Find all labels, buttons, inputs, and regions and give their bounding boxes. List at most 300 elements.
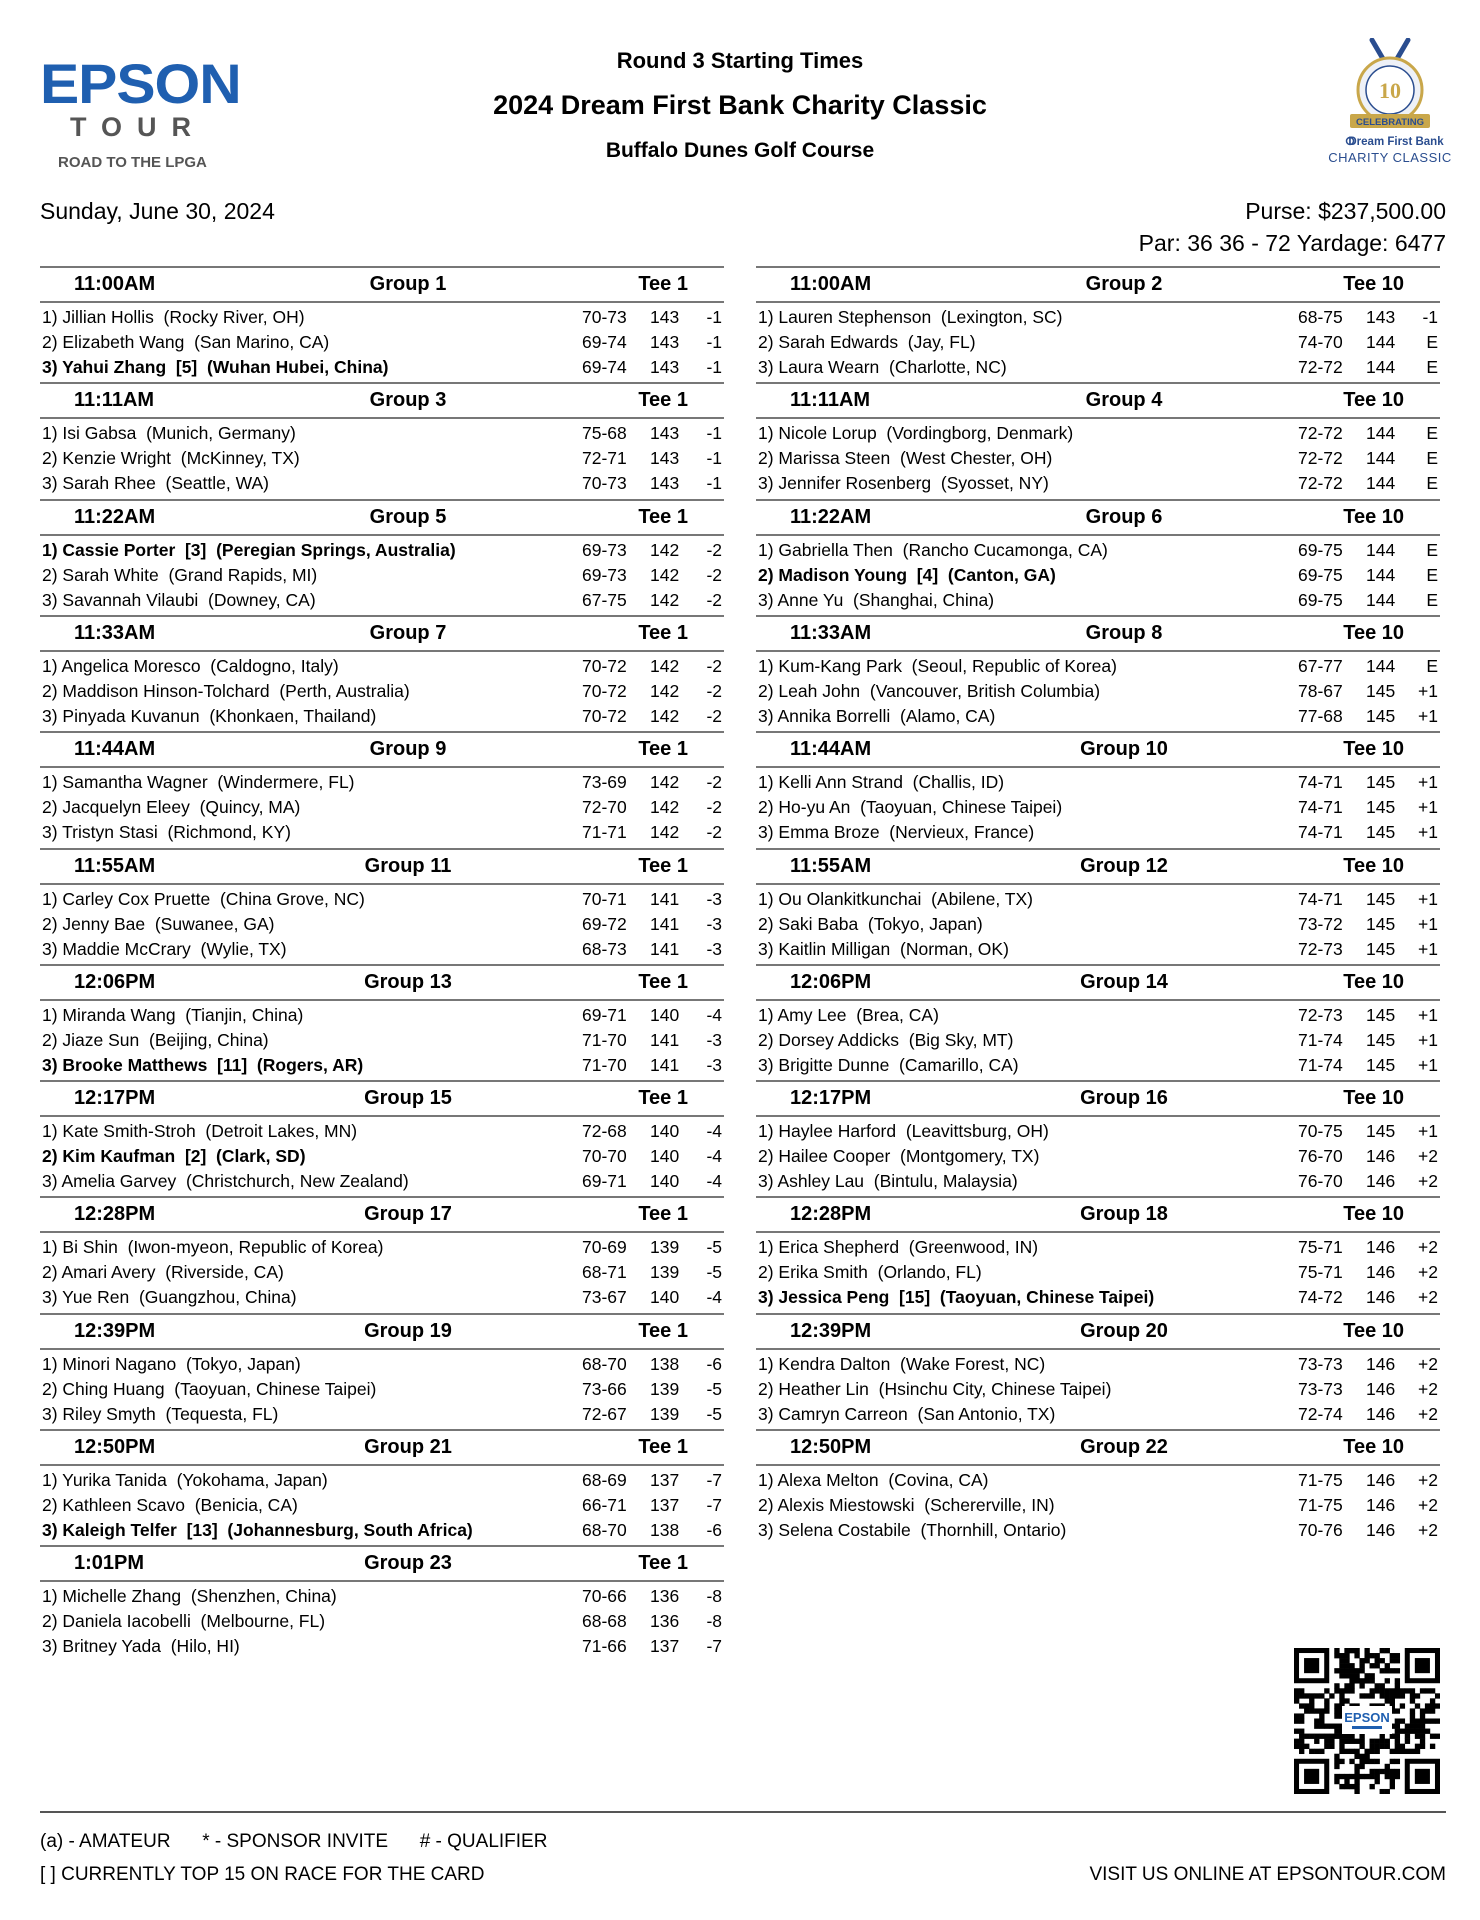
to-par: +2 (1418, 1237, 1438, 1257)
total-score: 137 (650, 1495, 680, 1515)
purse: Purse: $237,500.00 (1245, 198, 1446, 224)
player-row (756, 1400, 1440, 1425)
player-name: 1) Kelli Ann Strand (Challis, ID) (758, 772, 1005, 792)
total-score: 142 (650, 797, 680, 817)
round-scores: 74-72 (1298, 1287, 1343, 1307)
total-score: 143 (1366, 307, 1396, 327)
to-par: +1 (1418, 822, 1438, 842)
total-score: 144 (1366, 540, 1396, 560)
player-row (40, 1516, 724, 1541)
tee-group-11-right (756, 1429, 1440, 1541)
group-header (40, 382, 724, 419)
round-scores: 74-70 (1298, 332, 1343, 352)
total-score: 144 (1366, 565, 1396, 585)
round-scores: 71-74 (1298, 1030, 1343, 1050)
total-score: 139 (650, 1379, 680, 1399)
tee-time: 11:44AM (790, 738, 872, 760)
player-name: 1) Kendra Dalton (Wake Forest, NC) (758, 1354, 1046, 1374)
to-par: -4 (706, 1121, 722, 1141)
round-scores: 73-69 (582, 772, 627, 792)
group-header (40, 848, 724, 885)
player-row (756, 885, 1440, 910)
tee-label: Tee 1 (638, 622, 688, 644)
event-title: 2024 Dream First Bank Charity Classic (493, 90, 987, 120)
footer-divider (40, 1811, 1446, 1813)
player-name: 3) Brigitte Dunne (Camarillo, CA) (758, 1055, 1019, 1075)
round-scores: 74-71 (1298, 772, 1343, 792)
total-score: 136 (650, 1586, 680, 1606)
tee-group-6-left (40, 848, 724, 960)
tee-time: 12:17PM (790, 1087, 872, 1109)
group-number: Group 23 (364, 1552, 452, 1574)
round-scores: 69-75 (1298, 590, 1343, 610)
total-score: 144 (1366, 448, 1396, 468)
round-scores: 72-74 (1298, 1404, 1343, 1424)
tee-time: 11:22AM (790, 506, 872, 528)
group-header (40, 964, 724, 1001)
tee-time: 12:28PM (74, 1203, 156, 1225)
player-row (40, 1491, 724, 1516)
player-row (756, 1026, 1440, 1051)
round-scores: 70-66 (582, 1586, 627, 1606)
tee-time: 11:11AM (790, 389, 871, 411)
to-par: -8 (706, 1611, 722, 1631)
player-name: 1) Gabriella Then (Rancho Cucamonga, CA) (758, 540, 1108, 560)
player-name: 3) Kaleigh Telfer [13] (Johannesburg, South Africa) (42, 1520, 473, 1540)
group-number: Group 6 (1085, 506, 1163, 528)
player-name: 2) Sarah White (Grand Rapids, MI) (42, 565, 318, 585)
total-score: 146 (1366, 1237, 1396, 1257)
player-row (756, 328, 1440, 353)
round-scores: 73-73 (1298, 1379, 1343, 1399)
to-par: -6 (706, 1354, 722, 1374)
player-row (40, 652, 724, 677)
round-scores: 73-66 (582, 1379, 627, 1399)
round-scores: 72-71 (582, 448, 627, 468)
total-score: 142 (650, 565, 680, 585)
to-par: +1 (1418, 1030, 1438, 1050)
group-header (40, 1196, 724, 1233)
player-name: 2) Jenny Bae (Suwanee, GA) (42, 914, 275, 934)
player-row (40, 818, 724, 843)
total-score: 145 (1366, 681, 1396, 701)
group-header (40, 615, 724, 652)
round-scores: 70-72 (582, 706, 627, 726)
player-name: 1) Yurika Tanida (Yokohama, Japan) (42, 1470, 328, 1490)
player-row (756, 702, 1440, 727)
to-par: -2 (706, 797, 722, 817)
player-row (40, 1350, 724, 1375)
player-name: 2) Daniela Iacobelli (Melbourne, FL) (42, 1611, 326, 1631)
total-score: 143 (650, 473, 680, 493)
player-name: 3) Sarah Rhee (Seattle, WA) (42, 473, 269, 493)
player-name: 2) Kathleen Scavo (Benicia, CA) (42, 1495, 298, 1515)
tee-time: 11:11AM (74, 389, 155, 411)
total-score: 142 (650, 822, 680, 842)
player-name: 2) Marissa Steen (West Chester, OH) (758, 448, 1053, 468)
to-par: -5 (706, 1262, 722, 1282)
group-header (756, 964, 1440, 1001)
group-header (756, 615, 1440, 652)
player-name: 3) Selena Costabile (Thornhill, Ontario) (758, 1520, 1067, 1540)
player-name: 1) Ou Olankitkunchai (Abilene, TX) (758, 889, 1033, 909)
to-par: -2 (706, 772, 722, 792)
to-par: +2 (1418, 1146, 1438, 1166)
to-par: -7 (706, 1470, 722, 1490)
tee-group-10-right (756, 1313, 1440, 1425)
total-score: 140 (650, 1287, 680, 1307)
to-par: -5 (706, 1379, 722, 1399)
player-row (756, 469, 1440, 494)
to-par: E (1426, 473, 1438, 493)
player-row (40, 935, 724, 960)
total-score: 146 (1366, 1262, 1396, 1282)
player-row (756, 353, 1440, 378)
to-par: +1 (1418, 1005, 1438, 1025)
round-scores: 70-69 (582, 1237, 627, 1257)
to-par: -1 (706, 423, 722, 443)
round-scores: 71-74 (1298, 1055, 1343, 1075)
group-header (40, 499, 724, 536)
tee-group-2-right (756, 382, 1440, 494)
to-par: -1 (706, 332, 722, 352)
round-scores: 75-68 (582, 423, 627, 443)
player-name: 3) Riley Smyth (Tequesta, FL) (42, 1404, 279, 1424)
player-name: 2) Amari Avery (Riverside, CA) (42, 1262, 284, 1282)
logo-ribbon-text: CELEBRATING (1356, 117, 1424, 128)
player-name: 1) Samantha Wagner (Windermere, FL) (42, 772, 355, 792)
player-row (756, 935, 1440, 960)
group-number: Group 3 (369, 389, 447, 411)
player-row (756, 1350, 1440, 1375)
round-scores: 72-72 (1298, 448, 1343, 468)
to-par: E (1426, 332, 1438, 352)
total-score: 141 (650, 939, 680, 959)
course-name: Buffalo Dunes Golf Course (605, 139, 875, 162)
player-name: 3) Savannah Vilaubi (Downey, CA) (42, 590, 316, 610)
player-name: 1) Kate Smith-Stroh (Detroit Lakes, MN) (42, 1121, 358, 1141)
total-score: 146 (1366, 1354, 1396, 1374)
to-par: E (1426, 448, 1438, 468)
to-par: +2 (1418, 1470, 1438, 1490)
tee-time: 12:39PM (74, 1320, 156, 1342)
tee-group-7-right (756, 964, 1440, 1076)
player-row (40, 702, 724, 727)
player-name: 3) Yahui Zhang [5] (Wuhan Hubei, China) (42, 357, 389, 377)
to-par: -5 (706, 1404, 722, 1424)
total-score: 137 (650, 1636, 680, 1656)
player-name: 2) Saki Baba (Tokyo, Japan) (758, 914, 983, 934)
round-scores: 69-75 (1298, 565, 1343, 585)
total-score: 145 (1366, 889, 1396, 909)
total-score: 146 (1366, 1146, 1396, 1166)
to-par: E (1426, 656, 1438, 676)
player-name: 3) Ashley Lau (Bintulu, Malaysia) (758, 1171, 1018, 1191)
group-header (40, 731, 724, 768)
tee-time: 12:39PM (790, 1320, 872, 1342)
to-par: +2 (1418, 1171, 1438, 1191)
tee-time: 11:55AM (74, 855, 156, 877)
player-row (40, 793, 724, 818)
round-scores: 68-70 (582, 1354, 627, 1374)
player-row (40, 328, 724, 353)
to-par: E (1426, 423, 1438, 443)
player-row (756, 1117, 1440, 1142)
tee-time: 11:22AM (74, 506, 156, 528)
group-header (40, 266, 724, 303)
tee-label: Tee 1 (638, 738, 688, 760)
player-row (756, 1233, 1440, 1258)
player-row (40, 1258, 724, 1283)
total-score: 145 (1366, 1030, 1396, 1050)
player-name: 1) Alexa Melton (Covina, CA) (758, 1470, 989, 1490)
round-scores: 67-75 (582, 590, 627, 610)
player-row (40, 910, 724, 935)
player-row (40, 469, 724, 494)
legend-line-2: [ ] CURRENTLY TOP 15 ON RACE FOR THE CARD (40, 1864, 485, 1885)
group-number: Group 12 (1080, 855, 1168, 877)
round-scores: 69-74 (582, 357, 627, 377)
round-scores: 68-75 (1298, 307, 1343, 327)
round-scores: 71-71 (582, 822, 627, 842)
total-score: 136 (650, 1611, 680, 1631)
visit-website-text: VISIT US ONLINE AT EPSONTOUR.COM (1089, 1864, 1446, 1885)
group-number: Group 1 (369, 273, 447, 295)
round-scores: 70-73 (582, 307, 627, 327)
round-scores: 69-73 (582, 565, 627, 585)
round-scores: 73-73 (1298, 1354, 1343, 1374)
round-scores: 66-71 (582, 1495, 627, 1515)
to-par: -8 (706, 1586, 722, 1606)
tee-time: 1:01PM (74, 1552, 145, 1574)
total-score: 146 (1366, 1379, 1396, 1399)
group-number: Group 14 (1080, 971, 1168, 993)
to-par: -1 (706, 357, 722, 377)
tee-time: 11:44AM (74, 738, 156, 760)
tee-group-4-left (40, 615, 724, 727)
to-par: -4 (706, 1005, 722, 1025)
round-scores: 70-72 (582, 656, 627, 676)
tee-label: Tee 1 (638, 1552, 688, 1574)
group-header (40, 1429, 724, 1466)
player-row (40, 1375, 724, 1400)
tee-label: Tee 10 (1343, 1203, 1404, 1225)
player-row (40, 1051, 724, 1076)
tee-time: 11:33AM (74, 622, 156, 644)
total-score: 139 (650, 1404, 680, 1424)
player-name: 3) Maddie McCrary (Wylie, TX) (42, 939, 287, 959)
player-name: 2) Jacquelyn Eleey (Quincy, MA) (42, 797, 301, 817)
tee-group-1-right (756, 266, 1440, 378)
total-score: 145 (1366, 797, 1396, 817)
total-score: 137 (650, 1470, 680, 1490)
player-name: 3) Kaitlin Milligan (Norman, OK) (758, 939, 1009, 959)
player-row (40, 444, 724, 469)
round-scores: 72-72 (1298, 473, 1343, 493)
player-name: 3) Tristyn Stasi (Richmond, KY) (42, 822, 291, 842)
group-header (40, 1313, 724, 1350)
to-par: -7 (706, 1495, 722, 1515)
round-scores: 70-76 (1298, 1520, 1343, 1540)
group-number: Group 20 (1080, 1320, 1168, 1342)
tee-label: Tee 10 (1343, 1320, 1404, 1342)
total-score: 142 (650, 540, 680, 560)
total-score: 146 (1366, 1470, 1396, 1490)
player-name: 2) Erika Smith (Orlando, FL) (758, 1262, 982, 1282)
tee-time: 11:55AM (790, 855, 872, 877)
total-score: 141 (650, 1055, 680, 1075)
total-score: 145 (1366, 1005, 1396, 1025)
player-name: 3) Jessica Peng [15] (Taoyuan, Chinese Taipei) (758, 1287, 1155, 1307)
to-par: +1 (1418, 1121, 1438, 1141)
player-row (40, 586, 724, 611)
to-par: E (1426, 565, 1438, 585)
group-number: Group 15 (364, 1087, 452, 1109)
to-par: +1 (1418, 889, 1438, 909)
player-name: 3) Britney Yada (Hilo, HI) (42, 1636, 240, 1656)
tee-group-11-left (40, 1429, 724, 1541)
group-number: Group 5 (369, 506, 447, 528)
to-par: -3 (706, 939, 722, 959)
total-score: 144 (1366, 332, 1396, 352)
to-par: -1 (706, 473, 722, 493)
player-row (756, 1466, 1440, 1491)
to-par: -7 (706, 1636, 722, 1656)
total-score: 138 (650, 1520, 680, 1540)
to-par: +2 (1418, 1404, 1438, 1424)
tee-label: Tee 10 (1343, 389, 1404, 411)
qr-code (1294, 1648, 1440, 1794)
group-number: Group 7 (369, 622, 447, 644)
group-number: Group 8 (1085, 622, 1163, 644)
player-row (756, 768, 1440, 793)
tee-label: Tee 10 (1343, 1436, 1404, 1458)
to-par: -1 (1422, 307, 1438, 327)
to-par: +2 (1418, 1262, 1438, 1282)
total-score: 145 (1366, 1121, 1396, 1141)
player-row (756, 1491, 1440, 1516)
tee-label: Tee 1 (638, 971, 688, 993)
to-par: -3 (706, 914, 722, 934)
group-number: Group 4 (1085, 389, 1163, 411)
tee-time: 12:28PM (790, 1203, 872, 1225)
player-row (40, 1026, 724, 1051)
player-name: 2) Elizabeth Wang (San Marino, CA) (42, 332, 330, 352)
tee-time: 12:06PM (790, 971, 872, 993)
round-scores: 74-71 (1298, 797, 1343, 817)
to-par: -1 (706, 307, 722, 327)
round-scores: 69-74 (582, 332, 627, 352)
player-row (756, 1375, 1440, 1400)
player-name: 3) Jennifer Rosenberg (Syosset, NY) (758, 473, 1049, 493)
total-score: 143 (650, 307, 680, 327)
tee-group-4-right (756, 615, 1440, 727)
group-header (756, 731, 1440, 768)
round-scores: 70-72 (582, 681, 627, 701)
to-par: +2 (1418, 1354, 1438, 1374)
player-name: 2) Ho-yu An (Taoyuan, Chinese Taipei) (758, 797, 1063, 817)
round-scores: 70-75 (1298, 1121, 1343, 1141)
round-scores: 71-70 (582, 1055, 627, 1075)
tee-time: 12:06PM (74, 971, 156, 993)
round-scores: 70-70 (582, 1146, 627, 1166)
total-score: 146 (1366, 1287, 1396, 1307)
player-name: 3) Annika Borrelli (Alamo, CA) (758, 706, 996, 726)
tee-group-9-left (40, 1196, 724, 1308)
total-score: 139 (650, 1262, 680, 1282)
total-score: 144 (1366, 656, 1396, 676)
round-scores: 72-73 (1298, 939, 1343, 959)
player-row (40, 1117, 724, 1142)
total-score: 142 (650, 656, 680, 676)
round-scores: 71-66 (582, 1636, 627, 1656)
player-row (40, 419, 724, 444)
player-row (756, 1167, 1440, 1192)
player-row (40, 1632, 724, 1657)
round-scores: 68-69 (582, 1470, 627, 1490)
total-score: 142 (650, 681, 680, 701)
player-row (756, 1142, 1440, 1167)
total-score: 139 (650, 1237, 680, 1257)
player-name: 1) Bi Shin (Iwon-myeon, Republic of Korea) (42, 1237, 384, 1257)
to-par: -4 (706, 1287, 722, 1307)
group-header (756, 382, 1440, 419)
round-scores: 69-71 (582, 1005, 627, 1025)
total-score: 143 (650, 332, 680, 352)
round-scores: 75-71 (1298, 1237, 1343, 1257)
round-scores: 72-68 (582, 1121, 627, 1141)
player-name: 2) Heather Lin (Hsinchu City, Chinese Taipei) (758, 1379, 1112, 1399)
to-par: -2 (706, 540, 722, 560)
total-score: 141 (650, 914, 680, 934)
round-title: Round 3 Starting Times (616, 48, 864, 73)
player-row (756, 818, 1440, 843)
to-par: -4 (706, 1146, 722, 1166)
tee-label: Tee 1 (638, 1203, 688, 1225)
tee-label: Tee 10 (1343, 971, 1404, 993)
to-par: E (1426, 357, 1438, 377)
tee-label: Tee 1 (638, 273, 688, 295)
total-score: 146 (1366, 1404, 1396, 1424)
round-scores: 71-70 (582, 1030, 627, 1050)
round-scores: 69-72 (582, 914, 627, 934)
legend-line-1: (a) - AMATEUR * - SPONSOR INVITE # - QUALIFIER (40, 1831, 548, 1852)
total-score: 144 (1366, 473, 1396, 493)
tee-time: 12:50PM (74, 1436, 156, 1458)
tee-label: Tee 1 (638, 506, 688, 528)
to-par: -2 (706, 590, 722, 610)
round-scores: 69-73 (582, 540, 627, 560)
player-row (40, 1167, 724, 1192)
player-name: 3) Yue Ren (Guangzhou, China) (42, 1287, 297, 1307)
tee-label: Tee 1 (638, 389, 688, 411)
round-scores: 68-70 (582, 1520, 627, 1540)
tee-label: Tee 10 (1343, 506, 1404, 528)
to-par: +1 (1418, 681, 1438, 701)
logo-brand: EPSON (40, 52, 241, 115)
player-row (756, 303, 1440, 328)
tee-group-7-left (40, 964, 724, 1076)
tee-label: Tee 10 (1343, 622, 1404, 644)
group-number: Group 19 (364, 1320, 452, 1342)
player-row (756, 1258, 1440, 1283)
player-name: 1) Angelica Moresco (Caldogno, Italy) (42, 656, 339, 676)
to-par: +1 (1418, 772, 1438, 792)
tee-label: Tee 10 (1343, 273, 1404, 295)
player-row (40, 677, 724, 702)
to-par: -2 (706, 656, 722, 676)
total-score: 144 (1366, 423, 1396, 443)
